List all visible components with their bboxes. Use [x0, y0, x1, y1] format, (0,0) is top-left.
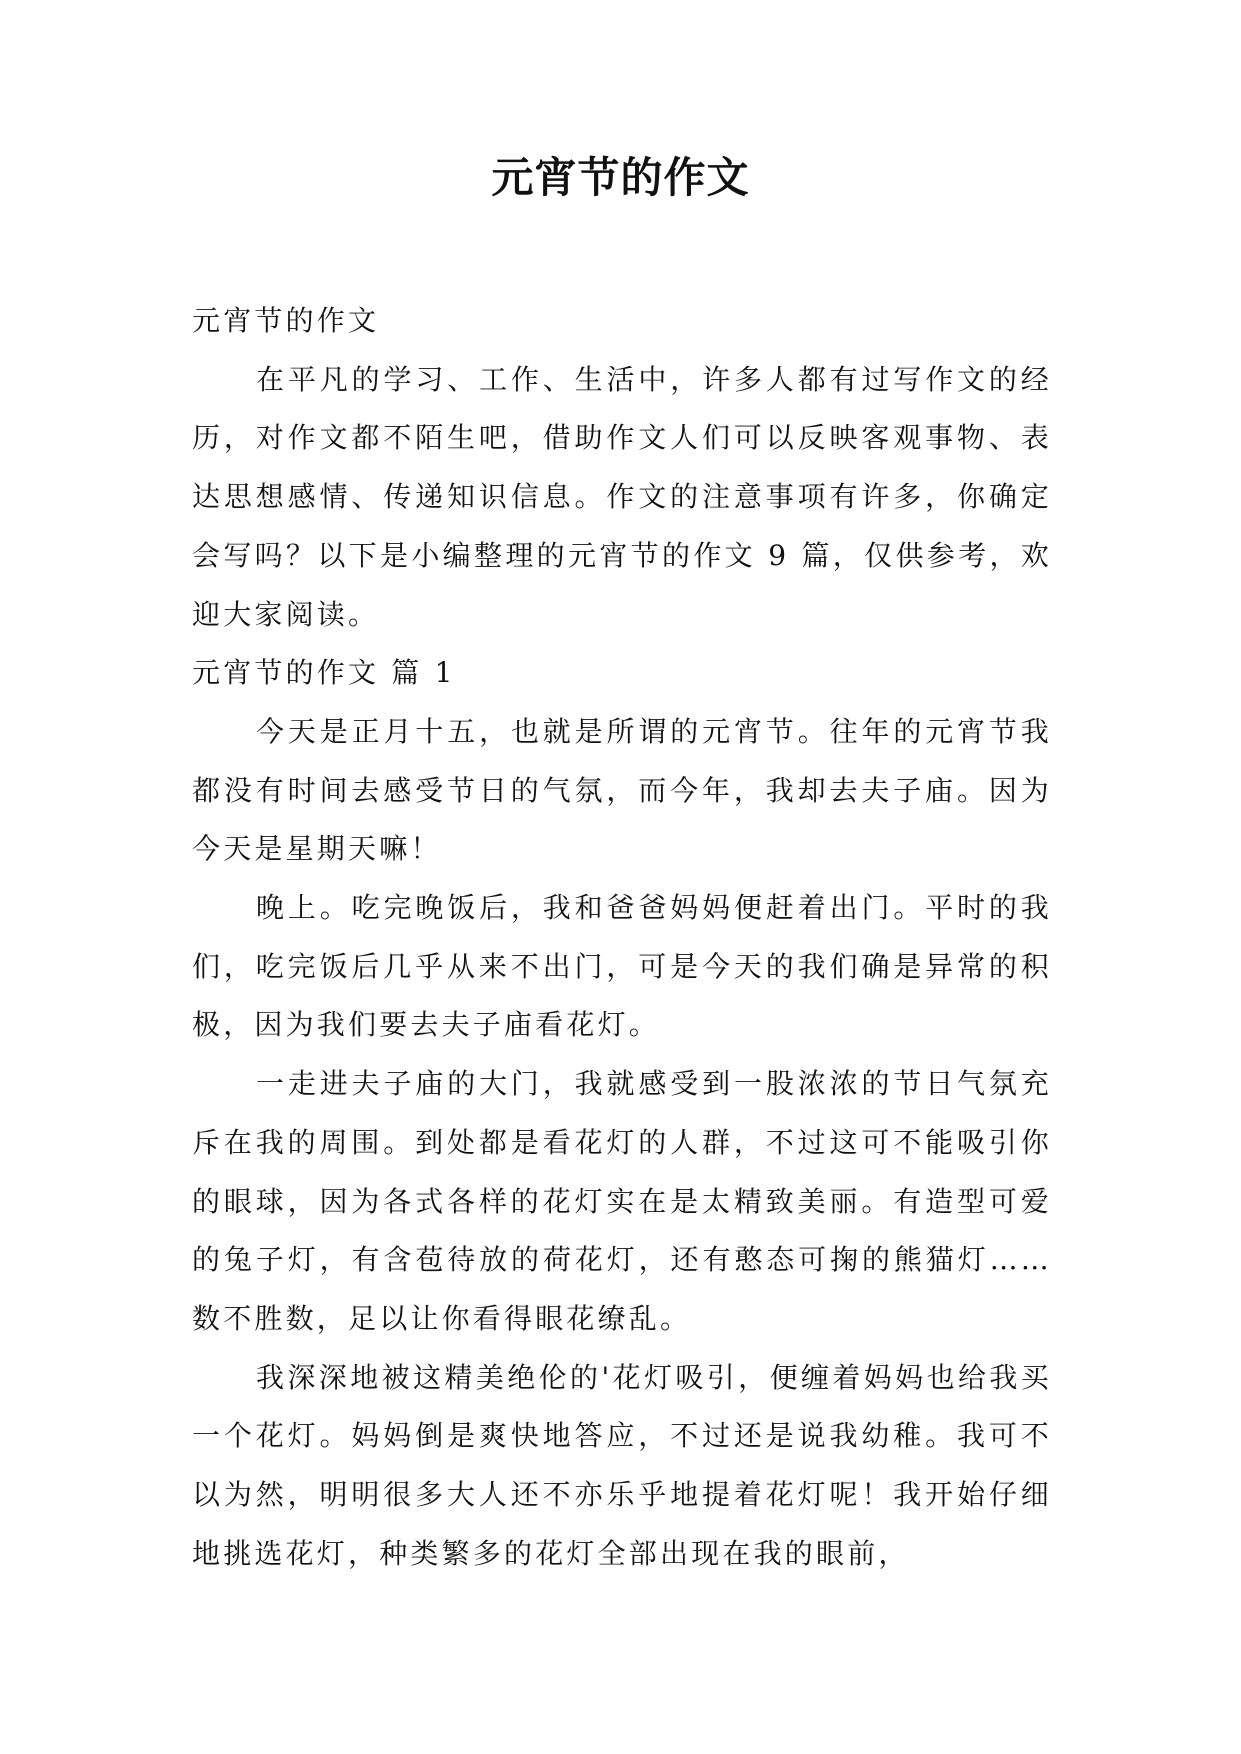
paragraph-heading: 元宵节的作文	[192, 304, 380, 337]
paragraph-intro: 在平凡的学习、工作、生活中，许多人都有过写作文的经历，对作文都不陌生吧，借助作文人们可以反映客观事物、表达思想感情、传递知识信息。作文的注意事项有许多，你确定会写吗？以下是小编整理的元宵节的作文 9 篇，仅供参考，欢迎大家阅读。	[192, 362, 1052, 631]
document-title: 元宵节的作文	[491, 153, 750, 202]
paragraph: 我深深地被这精美绝伦的'花灯吸引，便缠着妈妈也给我买一个花灯。妈妈倒是爽快地答应，不过还是说我幼稚。我可不以为然，明明很多大人还不亦乐乎地提着花灯呢！我开始仔细地挑选花灯，种类繁多的花灯全部出现在我的眼前，	[192, 1360, 1052, 1570]
paragraph: 晚上。吃完晚饭后，我和爸爸妈妈便赶着出门。平时的我们，吃完饭后几乎从来不出门，可是今天的我们确是异常的积极，因为我们要去夫子庙看花灯。	[192, 891, 1052, 1042]
section-heading: 元宵节的作文 篇 1	[192, 656, 456, 690]
paragraph: 今天是正月十五，也就是所谓的元宵节。往年的元宵节我都没有时间去感受节日的气氛，而今年，我却去夫子庙。因为今天是星期天嘛！	[192, 714, 1052, 866]
paragraph: 一走进夫子庙的大门，我就感受到一股浓浓的节日气氛充斥在我的周围。到处都是看花灯的人群，不过这可不能吸引你的眼球，因为各式各样的花灯实在是太精致美丽。有造型可爱的兔子灯，有含苞待放的荷花灯，还有憨态可掬的熊猫灯……数不胜数，足以让你看得眼花缭乱。	[192, 1067, 1052, 1335]
document-body	[192, 292, 1052, 1583]
